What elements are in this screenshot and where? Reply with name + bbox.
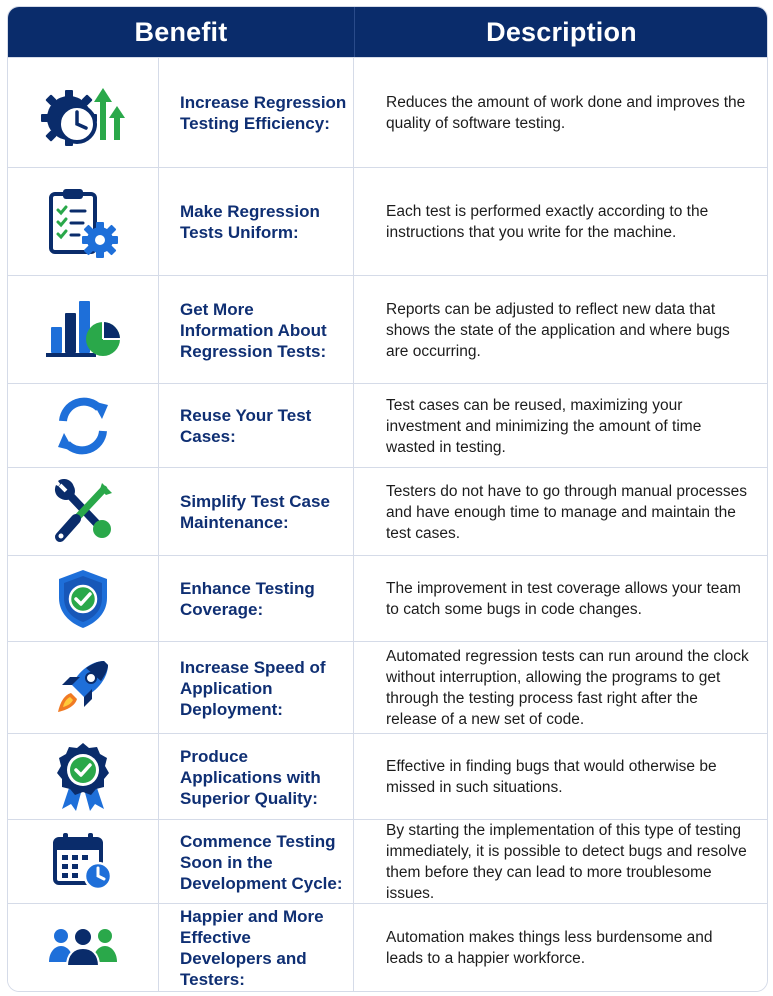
icon-cell: [8, 556, 158, 642]
icon-cell: [8, 168, 158, 276]
benefit-label: Happier and More Effective Developers and Testers:: [180, 907, 324, 989]
benefit-description: By starting the implementation of this type of testing immediately, it is possible to detect bugs and resolve them before they can lead to more troublesome issues.: [386, 822, 747, 902]
benefit-label: Increase Speed of Application Deployment:: [180, 657, 326, 719]
quality-badge-icon: [54, 741, 112, 813]
icon-cell: [8, 276, 158, 384]
icon-cell: [8, 468, 158, 556]
bar-chart-pie-icon: [43, 297, 123, 363]
benefit-description: Effective in finding bugs that would otherwise be missed in such situations.: [386, 758, 717, 796]
gear-clock-arrows-icon: [37, 78, 129, 148]
icon-cell: [8, 58, 158, 168]
benefit-description: Reports can be adjusted to reflect new data that shows the state of the application and where bugs are occurring.: [386, 300, 730, 360]
benefit-description: The improvement in test coverage allows your team to catch some bugs in code changes.: [386, 580, 741, 618]
calendar-clock-icon: [51, 831, 115, 893]
benefit-label: Reuse Your Test Cases:: [180, 406, 312, 446]
benefit-label: Commence Testing Soon in the Development Cycle:: [180, 831, 343, 893]
icon-cell: [8, 820, 158, 904]
benefit-description: Test cases can be reused, maximizing your investment and minimizing the amount of time wasted in testing.: [386, 396, 702, 456]
icon-cell: [8, 642, 158, 734]
table-row: [8, 819, 767, 904]
shield-check-icon: [55, 568, 111, 630]
refresh-cycle-icon: [50, 395, 116, 457]
benefit-description: Reduces the amount of work done and improves the quality of software testing.: [386, 94, 746, 132]
benefit-label: Simplify Test Case Maintenance:: [180, 492, 330, 532]
benefit-label: Make Regression Tests Uniform:: [180, 202, 320, 242]
header-description: Description: [354, 7, 768, 57]
table-row: [8, 383, 767, 468]
benefit-description: Automation makes things less burdensome and leads to a happier workforce.: [386, 929, 713, 967]
benefit-description: Automated regression tests can run around the clock without interruption, allowing the programs to get through the testing process fast right after the release of a new set of code.: [386, 648, 749, 728]
table-row: [8, 275, 767, 384]
icon-cell: [8, 904, 158, 992]
benefit-label: Enhance Testing Coverage:: [180, 579, 315, 619]
wrench-screwdriver-icon: [50, 479, 116, 545]
clipboard-checklist-gear-icon: [45, 186, 121, 258]
icon-cell: [8, 734, 158, 820]
benefit-label: Increase Regression Testing Efficiency:: [180, 93, 347, 133]
table-row: [8, 57, 767, 168]
benefit-label: Get More Information About Regression Tests:: [180, 299, 327, 361]
table-row: [8, 641, 767, 734]
benefits-table: [7, 6, 768, 992]
table-row: [8, 167, 767, 276]
header-benefit: Benefit: [134, 17, 228, 47]
benefit-description: Each test is performed exactly according to the instructions that you write for the machine.: [386, 203, 709, 241]
table-row: [8, 733, 767, 820]
table-row: [8, 903, 767, 992]
benefit-label: Produce Applications with Superior Quality:: [180, 746, 321, 808]
team-people-icon: [47, 924, 119, 972]
icon-cell: [8, 384, 158, 468]
table-row: [8, 555, 767, 642]
table-row: [8, 467, 767, 556]
rocket-icon: [52, 657, 114, 719]
benefit-description: Testers do not have to go through manual processes and have enough time to manage and maintain the test cases.: [386, 482, 748, 542]
table-header: [8, 7, 767, 57]
